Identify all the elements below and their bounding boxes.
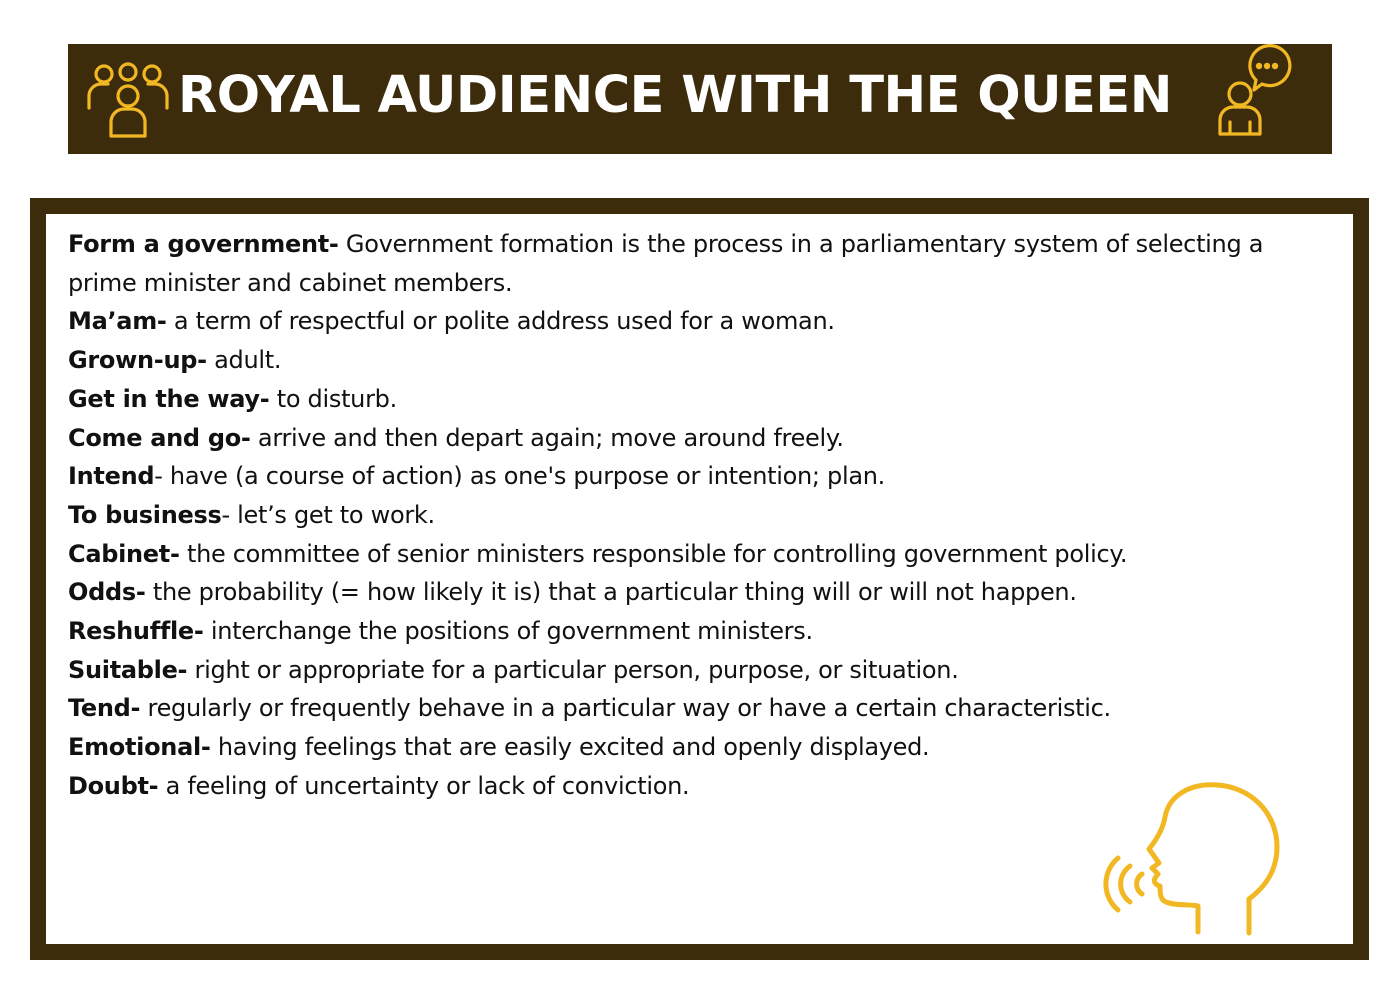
person-chat-bubble-icon xyxy=(1212,40,1292,140)
glossary-entry xyxy=(68,535,1320,574)
glossary-definition: adult. xyxy=(206,346,282,375)
glossary-definition: the probability (= how likely it is) that a particular thing will or will not happen. xyxy=(145,578,1077,607)
glossary-definition: the committee of senior ministers responsible for controlling government policy. xyxy=(179,539,1128,568)
group-of-people-icon xyxy=(84,60,184,140)
glossary-entry xyxy=(68,225,1320,302)
glossary-term: Intend xyxy=(68,462,155,491)
glossary-definition: to disturb. xyxy=(269,384,397,413)
glossary-entry xyxy=(68,302,1320,341)
glossary-entry xyxy=(68,380,1320,419)
glossary-entry xyxy=(68,689,1320,728)
glossary-entry xyxy=(68,496,1320,535)
glossary-definition: - have (a course of action) as one's purpose or intention; plan. xyxy=(154,462,885,491)
glossary-definition: a feeling of uncertainty or lack of conviction. xyxy=(158,771,690,800)
glossary-entry xyxy=(68,573,1320,612)
glossary-entry xyxy=(68,728,1320,767)
glossary-term: Emotional- xyxy=(68,733,211,762)
glossary-definition: right or appropriate for a particular person, purpose, or situation. xyxy=(187,655,959,684)
glossary-definition: having feelings that are easily excited and openly displayed. xyxy=(210,733,930,762)
glossary-term: Reshuffle- xyxy=(68,617,204,646)
glossary-entry xyxy=(68,457,1320,496)
glossary-term: Odds- xyxy=(68,578,146,607)
glossary-definition: interchange the positions of government ministers. xyxy=(203,617,813,646)
glossary-term: Doubt- xyxy=(68,771,159,800)
glossary-definition: Government formation is the process in a parliamentary system of selecting a prime minister and cabinet members. xyxy=(68,230,1264,297)
glossary-definition: regularly or frequently behave in a particular way or have a certain characteristic. xyxy=(140,694,1111,723)
glossary-definition: a term of respectful or polite address used for a woman. xyxy=(166,307,835,336)
glossary-term: Ma’am- xyxy=(68,307,167,336)
glossary-term: Come and go- xyxy=(68,423,251,452)
glossary-definition: - let’s get to work. xyxy=(221,500,435,529)
glossary-entry xyxy=(68,419,1320,458)
speaking-head-icon xyxy=(1100,780,1290,940)
glossary-list xyxy=(68,225,1320,806)
glossary-term: Cabinet- xyxy=(68,539,180,568)
glossary-term: Form a government- xyxy=(68,230,339,258)
glossary-term: To business xyxy=(68,500,222,529)
glossary-term: Grown-up- xyxy=(68,346,207,375)
glossary-entry xyxy=(68,651,1320,690)
glossary-definition: arrive and then depart again; move around freely. xyxy=(250,423,844,452)
glossary-term: Tend- xyxy=(68,694,141,723)
page-title: ROYAL AUDIENCE WITH THE QUEEN xyxy=(178,66,1172,125)
glossary-term: Get in the way- xyxy=(68,384,270,413)
glossary-term: Suitable- xyxy=(68,655,188,684)
glossary-entry xyxy=(68,341,1320,380)
glossary-entry xyxy=(68,612,1320,651)
